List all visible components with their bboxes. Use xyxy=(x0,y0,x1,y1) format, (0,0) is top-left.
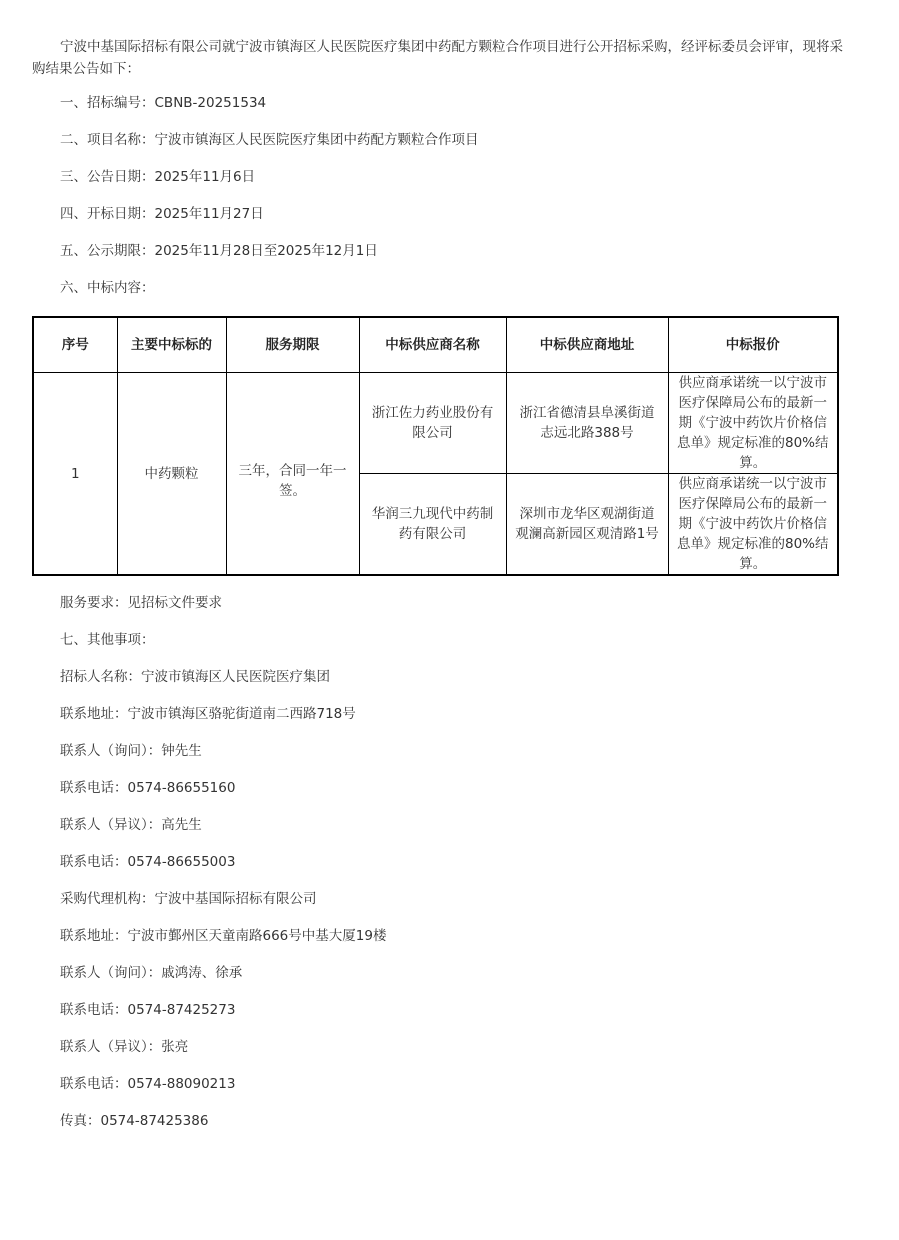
cell-supplier-address: 浙江省德清县阜溪街道志远北路388号 xyxy=(506,373,668,474)
tenderer-objection-phone: 联系电话：0574-86655003 xyxy=(60,854,236,870)
header-supplier-name: 中标供应商名称 xyxy=(359,317,506,373)
cell-price: 供应商承诺统一以宁波市医疗保障局公布的最新一期《宁波中药饮片价格信息单》规定标准的80%结算。 xyxy=(668,373,838,474)
agency-inquiry-contact: 联系人（询问）：戚鸿涛、徐承 xyxy=(60,965,243,981)
agency-address: 联系地址：宁波市鄞州区天童南路666号中基大厦19楼 xyxy=(60,928,387,944)
tenderer-inquiry-phone: 联系电话：0574-86655160 xyxy=(60,780,236,796)
agency-name: 采购代理机构：宁波中基国际招标有限公司 xyxy=(60,891,317,907)
award-table xyxy=(32,316,839,576)
project-name: 二、项目名称：宁波市镇海区人民医院医疗集团中药配方颗粒合作项目 xyxy=(60,132,479,148)
intro-paragraph: 宁波中基国际招标有限公司就宁波市镇海区人民医院医疗集团中药配方颗粒合作项目进行公开招标采购，经评标委员会评审，现将采购结果公告如下： xyxy=(32,39,843,77)
cell-supplier-address: 深圳市龙华区观湖街道观澜高新园区观清路1号 xyxy=(506,474,668,576)
cell-period: 三年，合同一年一签。 xyxy=(226,373,359,576)
award-content-heading: 六、中标内容： xyxy=(60,280,155,296)
cell-supplier-name: 浙江佐力药业股份有限公司 xyxy=(359,373,506,474)
tenderer-inquiry-contact: 联系人（询问）：钟先生 xyxy=(60,743,202,759)
opening-date: 四、开标日期：2025年11月27日 xyxy=(60,206,264,222)
bid-number: 一、招标编号：CBNB-20251534 xyxy=(60,95,267,111)
agency-objection-phone: 联系电话：0574-88090213 xyxy=(60,1076,236,1092)
tenderer-address: 联系地址：宁波市镇海区骆驼街道南二西路718号 xyxy=(60,706,356,722)
cell-price: 供应商承诺统一以宁波市医疗保障局公布的最新一期《宁波中药饮片价格信息单》规定标准的80%结算。 xyxy=(668,474,838,576)
publicity-period: 五、公示期限：2025年11月28日至2025年12月1日 xyxy=(60,243,378,259)
header-seq: 序号 xyxy=(33,317,117,373)
agency-objection-contact: 联系人（异议）：张亮 xyxy=(60,1039,189,1055)
other-matters-heading: 七、其他事项： xyxy=(60,632,155,648)
header-period: 服务期限 xyxy=(226,317,359,373)
tenderer-objection-contact: 联系人（异议）：高先生 xyxy=(60,817,202,833)
header-supplier-address: 中标供应商地址 xyxy=(506,317,668,373)
announcement-date: 三、公告日期：2025年11月6日 xyxy=(60,169,256,185)
cell-subject: 中药颗粒 xyxy=(117,373,226,576)
header-subject: 主要中标标的 xyxy=(117,317,226,373)
agency-fax: 传真：0574-87425386 xyxy=(60,1113,209,1129)
table-row xyxy=(33,373,838,474)
tenderer-name: 招标人名称：宁波市镇海区人民医院医疗集团 xyxy=(60,669,330,685)
service-requirement: 服务要求：见招标文件要求 xyxy=(60,595,222,611)
cell-seq: 1 xyxy=(33,373,117,576)
cell-supplier-name: 华润三九现代中药制药有限公司 xyxy=(359,474,506,576)
table-header-row xyxy=(33,317,838,373)
header-price: 中标报价 xyxy=(668,317,838,373)
agency-inquiry-phone: 联系电话：0574-87425273 xyxy=(60,1002,236,1018)
